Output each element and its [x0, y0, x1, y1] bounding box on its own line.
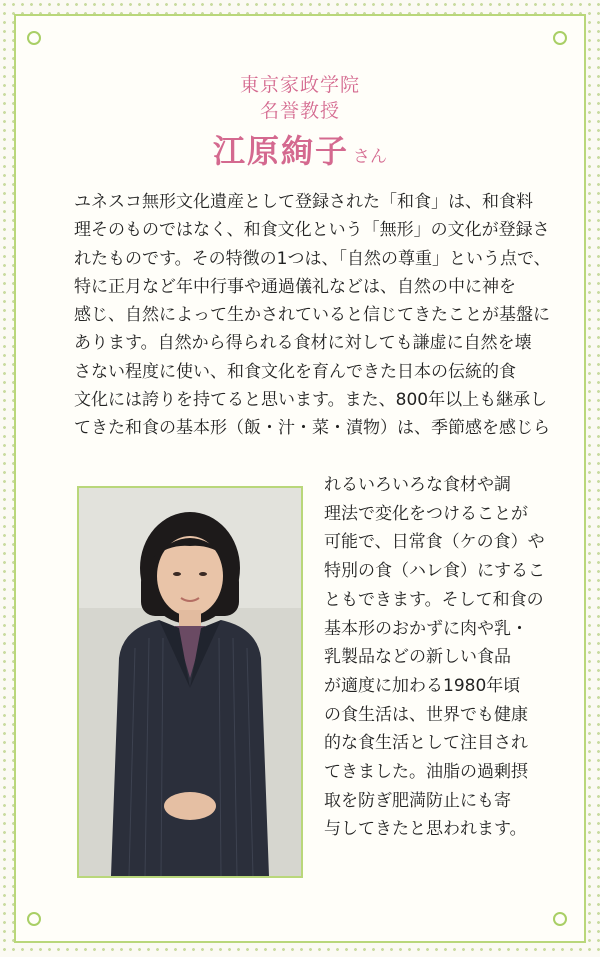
body-line: 可能で、日常食（ケの食）や	[324, 532, 545, 553]
body-line: てきた和食の基本形（飯・汁・菜・漬物）は、季節感を感じら	[74, 418, 550, 439]
article-body-continued	[324, 471, 564, 844]
body-line: 理そのものではなく、和食文化という「無形」の文化が登録さ	[74, 220, 550, 241]
body-line: 感じ、自然によって生かされていると信じてきたことが基盤に	[74, 305, 550, 326]
person-name: 江原絢子	[212, 132, 349, 170]
corner-ring-top-left	[27, 31, 41, 45]
body-line: が適度に加わる1980年頃	[324, 675, 521, 696]
body-line: 理法で変化をつけることが	[324, 503, 528, 524]
body-line: 的な食生活として注目され	[324, 733, 528, 754]
corner-ring-bottom-left	[27, 912, 41, 926]
corner-ring-top-right	[553, 31, 567, 45]
body-line: 乳製品などの新しい食品	[324, 647, 511, 668]
body-line: 特別の食（ハレ食）にするこ	[324, 561, 545, 582]
body-line: 特に正月など年中行事や通過儀礼などは、自然の中に神を	[74, 276, 516, 297]
body-line: ユネスコ無形文化遺産として登録された「和食」は、和食料	[74, 192, 533, 212]
person-name-line	[0, 126, 600, 172]
body-line: ともできます。そして和食の	[324, 589, 544, 610]
body-line: さない程度に使い、和食文化を育んできた日本の伝統的食	[74, 361, 516, 382]
honorific-suffix: さん	[353, 147, 387, 167]
body-line: 文化には誇りを持てると思います。また、800年以上も継承し	[74, 390, 548, 411]
body-line: の食生活は、世界でも健康	[324, 704, 528, 725]
body-line: 基本形のおかずに肉や乳・	[324, 618, 528, 639]
body-line: 与してきたと思われます。	[324, 819, 527, 840]
body-line: てきました。油脂の過剰摂	[324, 762, 528, 783]
body-line: れるいろいろな食材や調	[324, 475, 511, 495]
portrait-photo	[77, 486, 303, 878]
body-line: 取を防ぎ肥満防止にも寄	[324, 790, 511, 811]
body-line: あります。自然から得られる食材に対しても謙虚に自然を壊	[74, 333, 532, 354]
portrait-illustration	[79, 488, 301, 876]
title-role: 名誉教授	[259, 100, 340, 122]
corner-ring-bottom-right	[553, 912, 567, 926]
organization-name: 東京家政学院	[239, 74, 360, 96]
body-line: れたものです。その特徴の1つは、「自然の尊重」という点で、	[74, 248, 551, 269]
article-body	[74, 188, 556, 443]
